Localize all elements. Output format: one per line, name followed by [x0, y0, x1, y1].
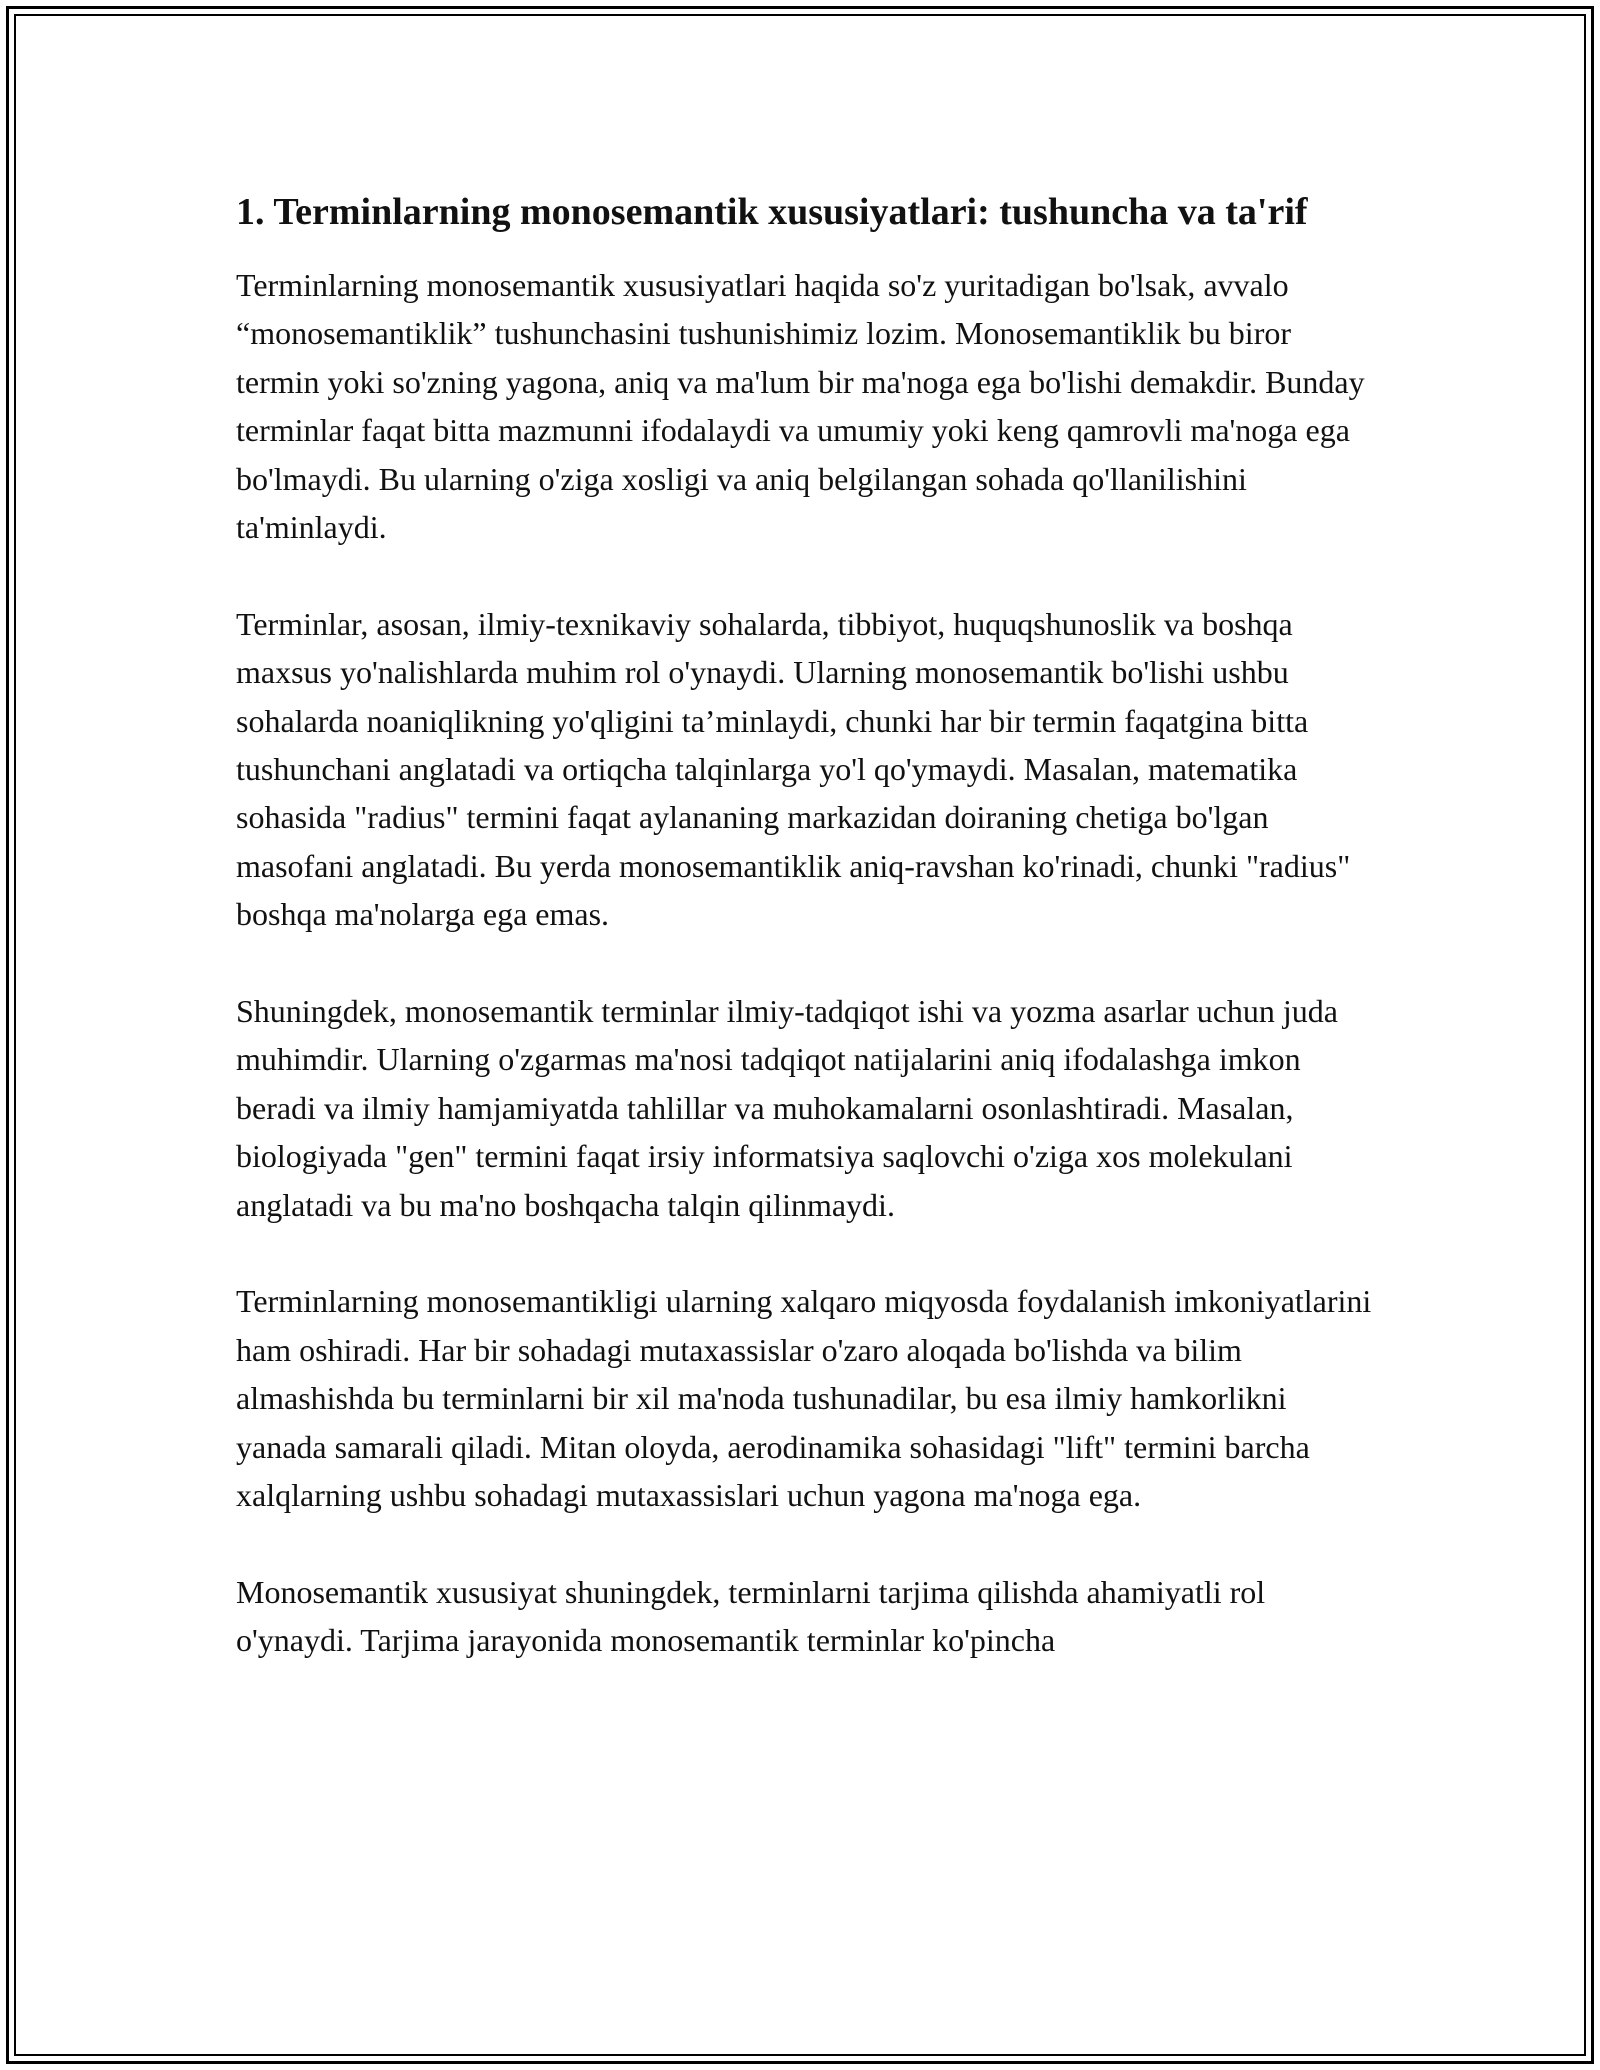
paragraph-4: Terminlarning monosemantikligi ularning xalqaro miqyosda foydalanish imkoniyatlarini ham oshiradi. Har bir sohadagi mutaxassislar o'zaro aloqada bo'lishda va bilim almashishda bu terminlarni bir xil ma'noda tushunadilar, bu esa ilmiy hamkorlikni yanada samarali qiladi. Mitan oloyda, aerodinamika sohasidagi "lift" termini barcha xalqlarning ushbu sohadagi mutaxassislari uchun yagona ma'noga ega. [236, 1283, 1372, 1514]
section-heading: 1. Terminlarning monosemantik xususiyatlari: tushuncha va ta'rif [236, 191, 1308, 233]
document-body [236, 185, 1376, 1665]
paragraph-3: Shuningdek, monosemantik terminlar ilmiy-tadqiqot ishi va yozma asarlar uchun juda muhimdir. Ularning o'zgarmas ma'nosi tadqiqot natijalarini aniq ifodalashga imkon beradi va ilmiy hamjamiyatda tahlillar va muhokamalarni osonlashtiradi. Masalan, biologiyada "gen" termini faqat irsiy informatsiya saqlovchi o'ziga xos molekulani anglatadi va bu ma'no boshqacha talqin qilinmaydi. [236, 993, 1338, 1223]
paragraph-1: Terminlarning monosemantik xususiyatlari haqida so'z yuritadigan bo'lsak, avvalo “monosemantiklik” tushunchasini tushunishimiz lozim. Monosemantiklik bu biror termin yoki so'zning yagona, aniq va ma'lum bir ma'noga ega bo'lishi demakdir. Bunday terminlar faqat bitta mazmunni ifodalaydi va umumiy yoki keng qamrovli ma'noga ega bo'lmaydi. Bu ularning o'ziga xosligi va aniq belgilangan sohada qo'llanilishini ta'minlaydi. [236, 267, 1365, 546]
paragraph-5: Monosemantik xususiyat shuningdek, terminlarni tarjima qilishda ahamiyatli rol o'ynaydi. Tarjima jarayonida monosemantik terminlar ko'pincha [236, 1573, 1266, 1659]
paragraph-2: Terminlar, asosan, ilmiy-texnikaviy sohalarda, tibbiyot, huquqshunoslik va boshqa maxsus yo'nalishlarda muhim rol o'ynaydi. Ularning monosemantik bo'lishi ushbu sohalarda noaniqlikning yo'qligini ta’minlaydi, chunki har bir termin faqatgina bitta tushunchani anglatadi va ortiqcha talqinlarga yo'l qo'ymaydi. Masalan, matematika sohasida "radius" termini faqat aylananing markazidan doiraning chetiga bo'lgan masofani anglatadi. Bu yerda monosemantiklik aniq-ravshan ko'rinadi, chunki "radius" boshqa ma'nolarga ega emas. [236, 605, 1351, 933]
